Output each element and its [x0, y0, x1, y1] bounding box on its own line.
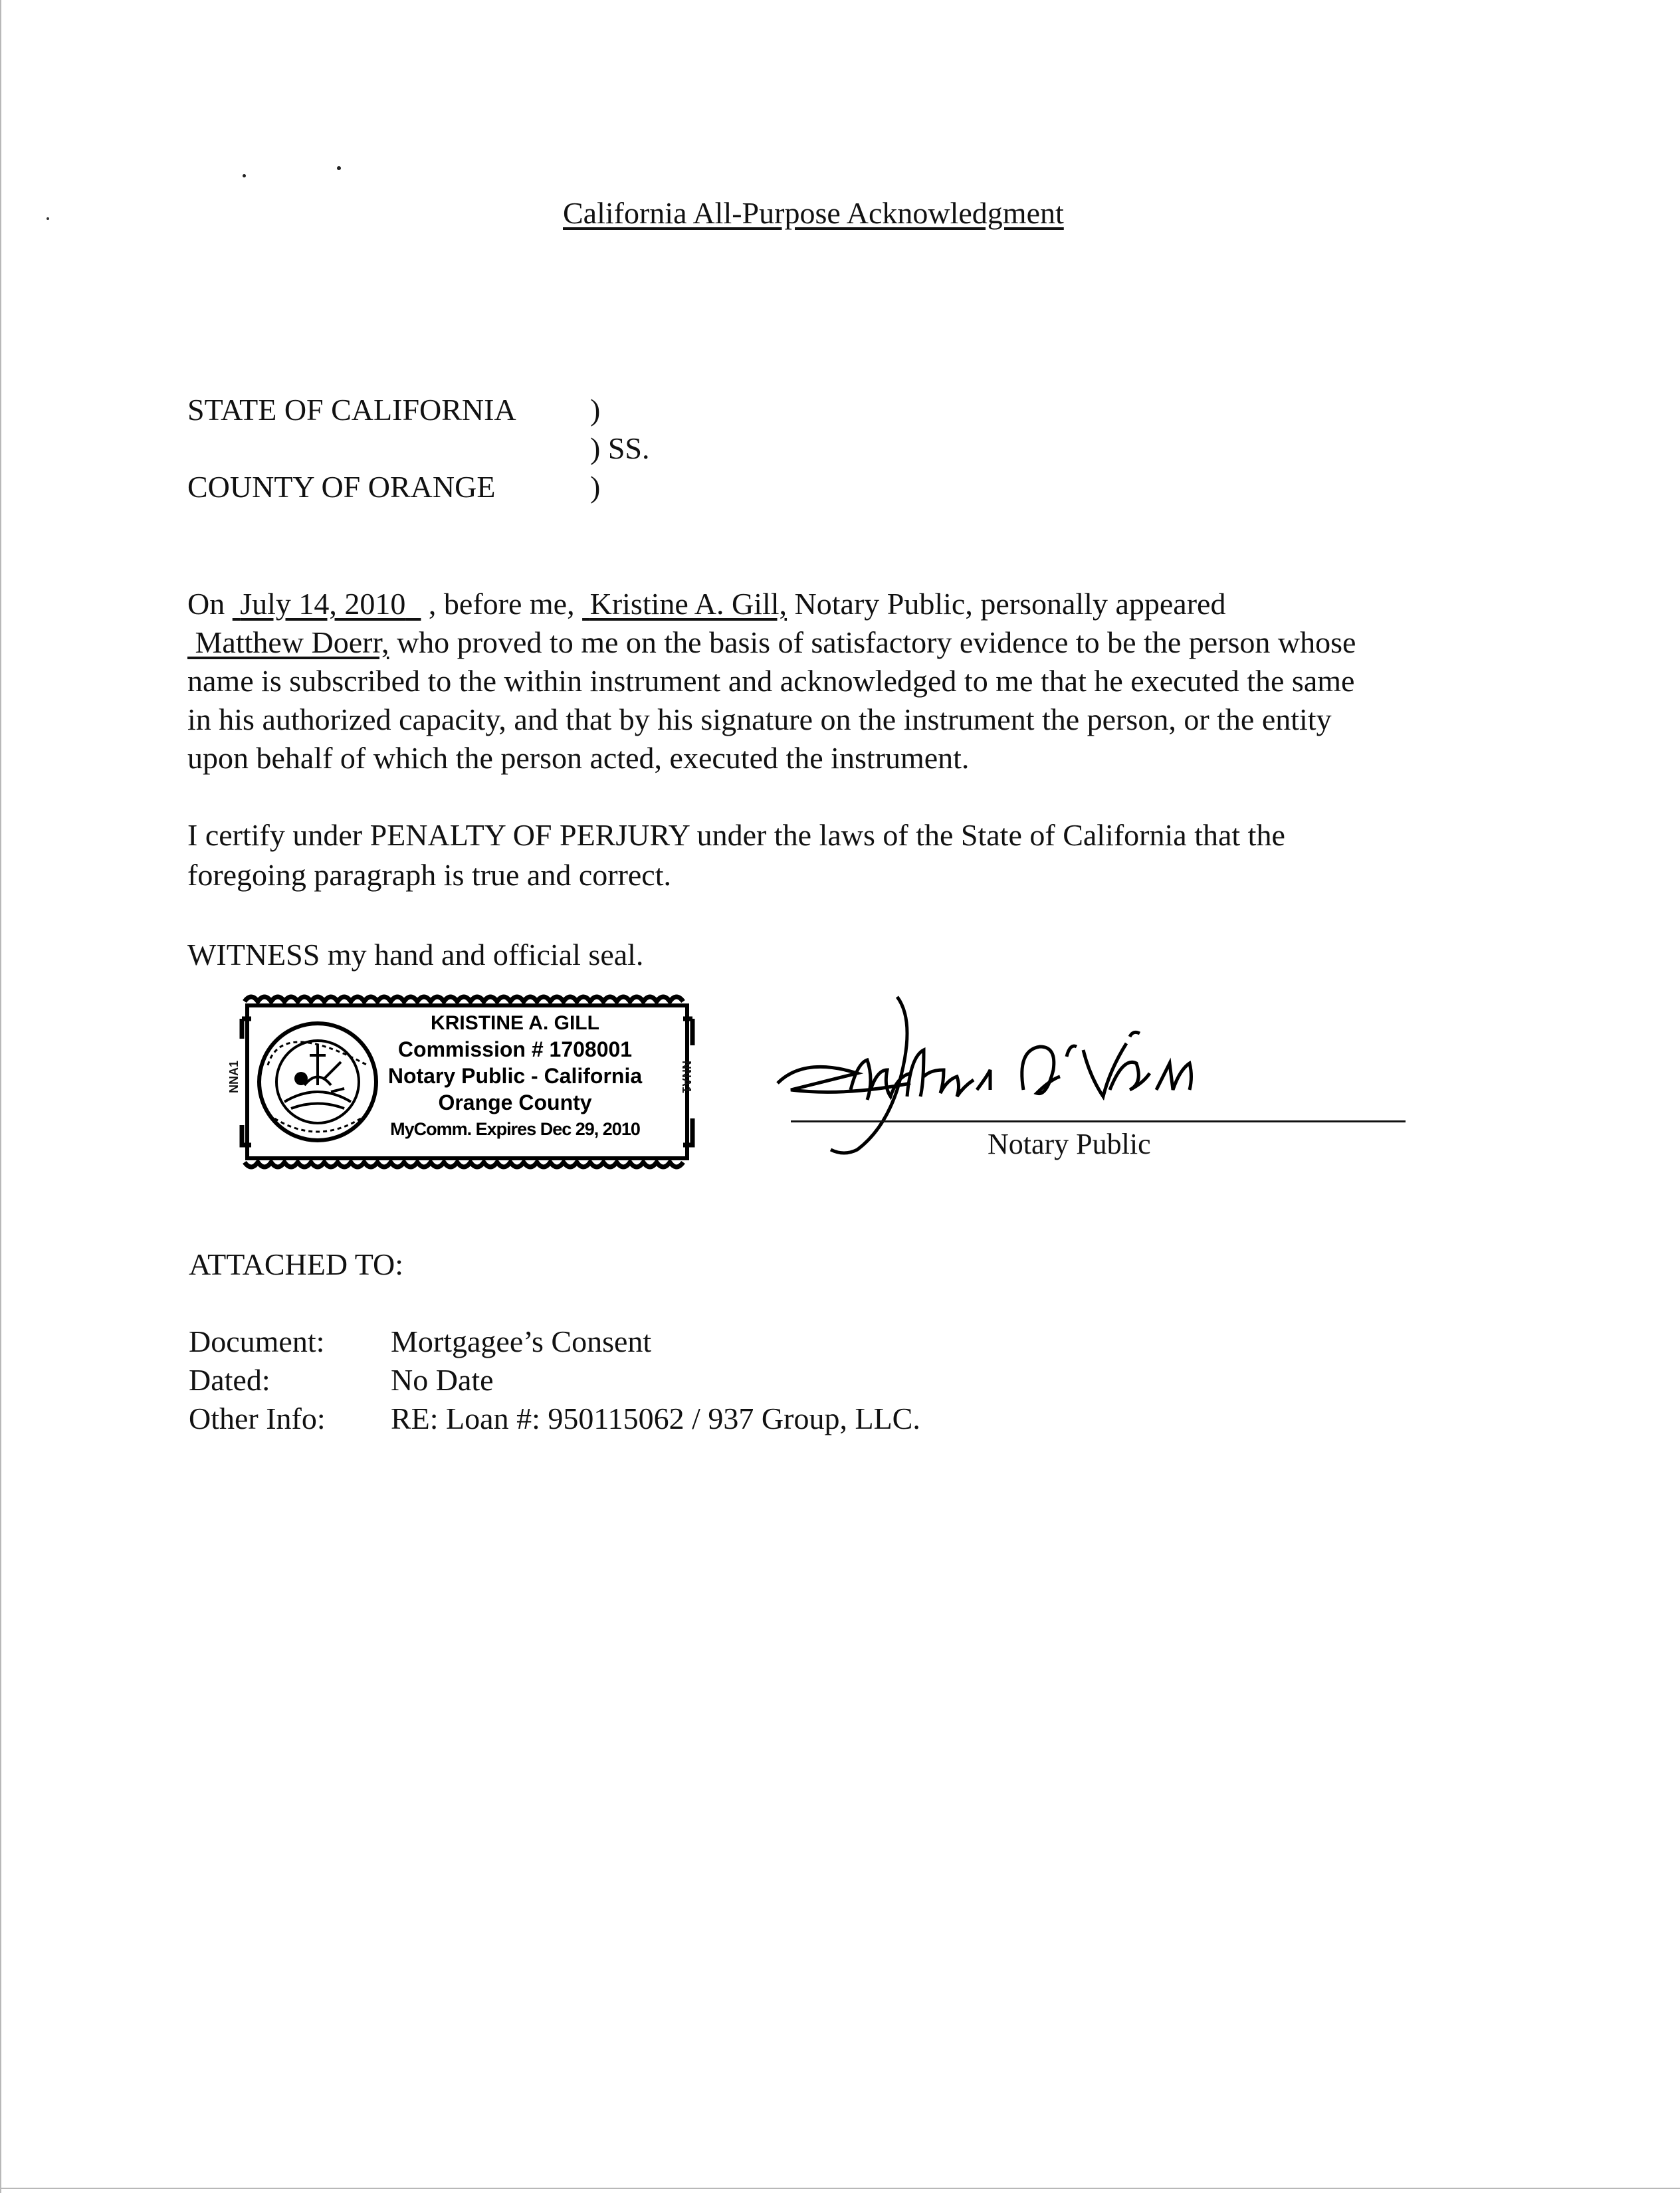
stamp-side-mark-right: NNA1	[680, 1060, 694, 1094]
scan-left-edge	[0, 0, 1, 2193]
certify-line-2: foregoing paragraph is true and correct.	[187, 858, 672, 892]
attached-label-other-info: Other Info:	[189, 1402, 326, 1435]
ack-before-me: , before me,	[428, 587, 575, 621]
attached-label-dated: Dated:	[189, 1363, 270, 1397]
ack-line-1	[187, 586, 1225, 621]
venue-state: STATE OF CALIFORNIA	[187, 393, 516, 427]
stamp-commission: Commission # 1708001	[397, 1037, 633, 1061]
ack-line-3: name is subscribed to the within instrument and acknowledged to me that he executed the same	[187, 664, 1355, 698]
stamp-side-mark-left: NNA1	[227, 1060, 241, 1094]
attached-label-document: Document:	[189, 1324, 325, 1358]
scan-speck	[243, 174, 246, 177]
venue-ss: ) SS.	[590, 431, 650, 465]
ack-notary-name: Kristine A. Gill,	[589, 587, 788, 621]
scan-speck	[47, 217, 49, 220]
stamp-expires: MyComm. Expires Dec 29, 2010	[390, 1119, 640, 1139]
document-title: California All-Purpose Acknowledgment	[563, 196, 1064, 230]
stamp-title: Notary Public - California	[387, 1064, 643, 1088]
ack-line-5: upon behalf of which the person acted, executed the instrument.	[187, 741, 970, 775]
venue-county: COUNTY OF ORANGE	[187, 470, 496, 504]
attached-value-dated: No Date	[391, 1363, 494, 1397]
california-seal-icon	[259, 1023, 376, 1140]
attached-value-document: Mortgagee’s Consent	[391, 1324, 652, 1358]
ack-on: On	[187, 587, 225, 621]
attached-value-other-info: RE: Loan #: 950115062 / 937 Group, LLC.	[391, 1402, 920, 1435]
stamp-notary-name: KRISTINE A. GILL	[431, 1012, 599, 1034]
signature-line	[791, 1120, 1406, 1122]
signature-caption: Notary Public	[988, 1128, 1151, 1160]
scan-bottom-edge	[0, 2188, 1680, 2189]
ack-line-2	[187, 625, 1356, 660]
witness-line: WITNESS my hand and official seal.	[187, 938, 644, 972]
stamp-scallop-bottom	[245, 1162, 683, 1167]
stamp-county: Orange County	[438, 1091, 592, 1114]
scan-speck	[337, 166, 341, 170]
venue-paren-top: )	[590, 393, 601, 427]
venue-paren-bottom: )	[590, 470, 601, 504]
ack-appeared: Notary Public, personally appeared	[794, 587, 1226, 621]
certify-line-1: I certify under PENALTY OF PERJURY under the laws of the State of California that the	[187, 818, 1285, 852]
attached-heading: ATTACHED TO:	[189, 1247, 404, 1281]
ack-line-4: in his authorized capacity, and that by his signature on the instrument the person, or the entity	[187, 702, 1332, 736]
ack-signer: Matthew Doerr,	[195, 625, 389, 659]
ack-date: July 14, 2010	[240, 587, 406, 621]
ack-line-2-rest: who proved to me on the basis of satisfactory evidence to be the person whose	[396, 625, 1356, 659]
stamp-scallop-top	[245, 997, 683, 1001]
